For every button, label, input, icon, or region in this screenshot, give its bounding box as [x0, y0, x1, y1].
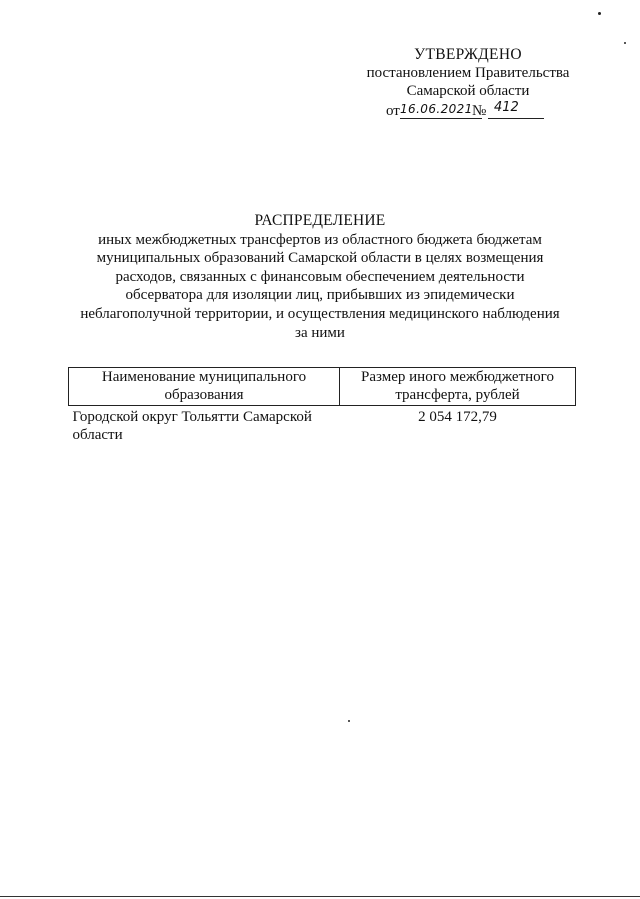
- column-header-municipality: Наименование муниципального образования: [69, 368, 340, 406]
- number-prefix: №: [472, 103, 487, 119]
- date-prefix: от: [386, 103, 400, 119]
- subtitle-line: обсерватора для изоляции лиц, прибывших из эпидемически: [125, 287, 515, 304]
- column-header-amount: Размер иного межбюджетного трансферта, рублей: [340, 368, 576, 406]
- approval-heading: УТВЕРЖДЕНО: [414, 46, 522, 63]
- subtitle-line: за ними: [295, 324, 345, 341]
- document-title-block: [62, 212, 578, 342]
- cell-municipality-name: Городской округ Тольятти Самарской области: [72, 409, 312, 443]
- approval-line-2: Самарской области: [406, 83, 530, 99]
- subtitle-line: муниципальных образований Самарской области в целях возмещения: [96, 250, 544, 267]
- cell-transfer-amount: 2 054 172,79: [418, 409, 497, 425]
- table-header-row: [69, 368, 576, 406]
- scan-speck: [598, 12, 601, 15]
- subtitle-line: неблагополучной территории, и осуществления медицинского наблюдения: [80, 305, 560, 322]
- number-handwritten: 412: [494, 100, 519, 115]
- approval-dateline: [352, 100, 584, 122]
- document-title: РАСПРЕДЕЛЕНИЕ: [254, 212, 386, 229]
- number-underline: [488, 118, 544, 119]
- date-underline: [400, 118, 482, 119]
- table-row: [69, 406, 576, 445]
- scan-speck: [624, 42, 626, 44]
- distribution-table: [68, 367, 576, 444]
- date-handwritten: 16.06.2021: [400, 102, 473, 116]
- scan-speck: [348, 720, 350, 722]
- approval-stamp: [352, 46, 584, 122]
- subtitle-line: иных межбюджетных трансфертов из областного бюджета бюджетам: [98, 231, 542, 248]
- approval-line-1: постановлением Правительства: [366, 65, 570, 81]
- subtitle-line: расходов, связанных с финансовым обеспечением деятельности: [115, 268, 525, 285]
- scan-bottom-edge: [0, 896, 640, 897]
